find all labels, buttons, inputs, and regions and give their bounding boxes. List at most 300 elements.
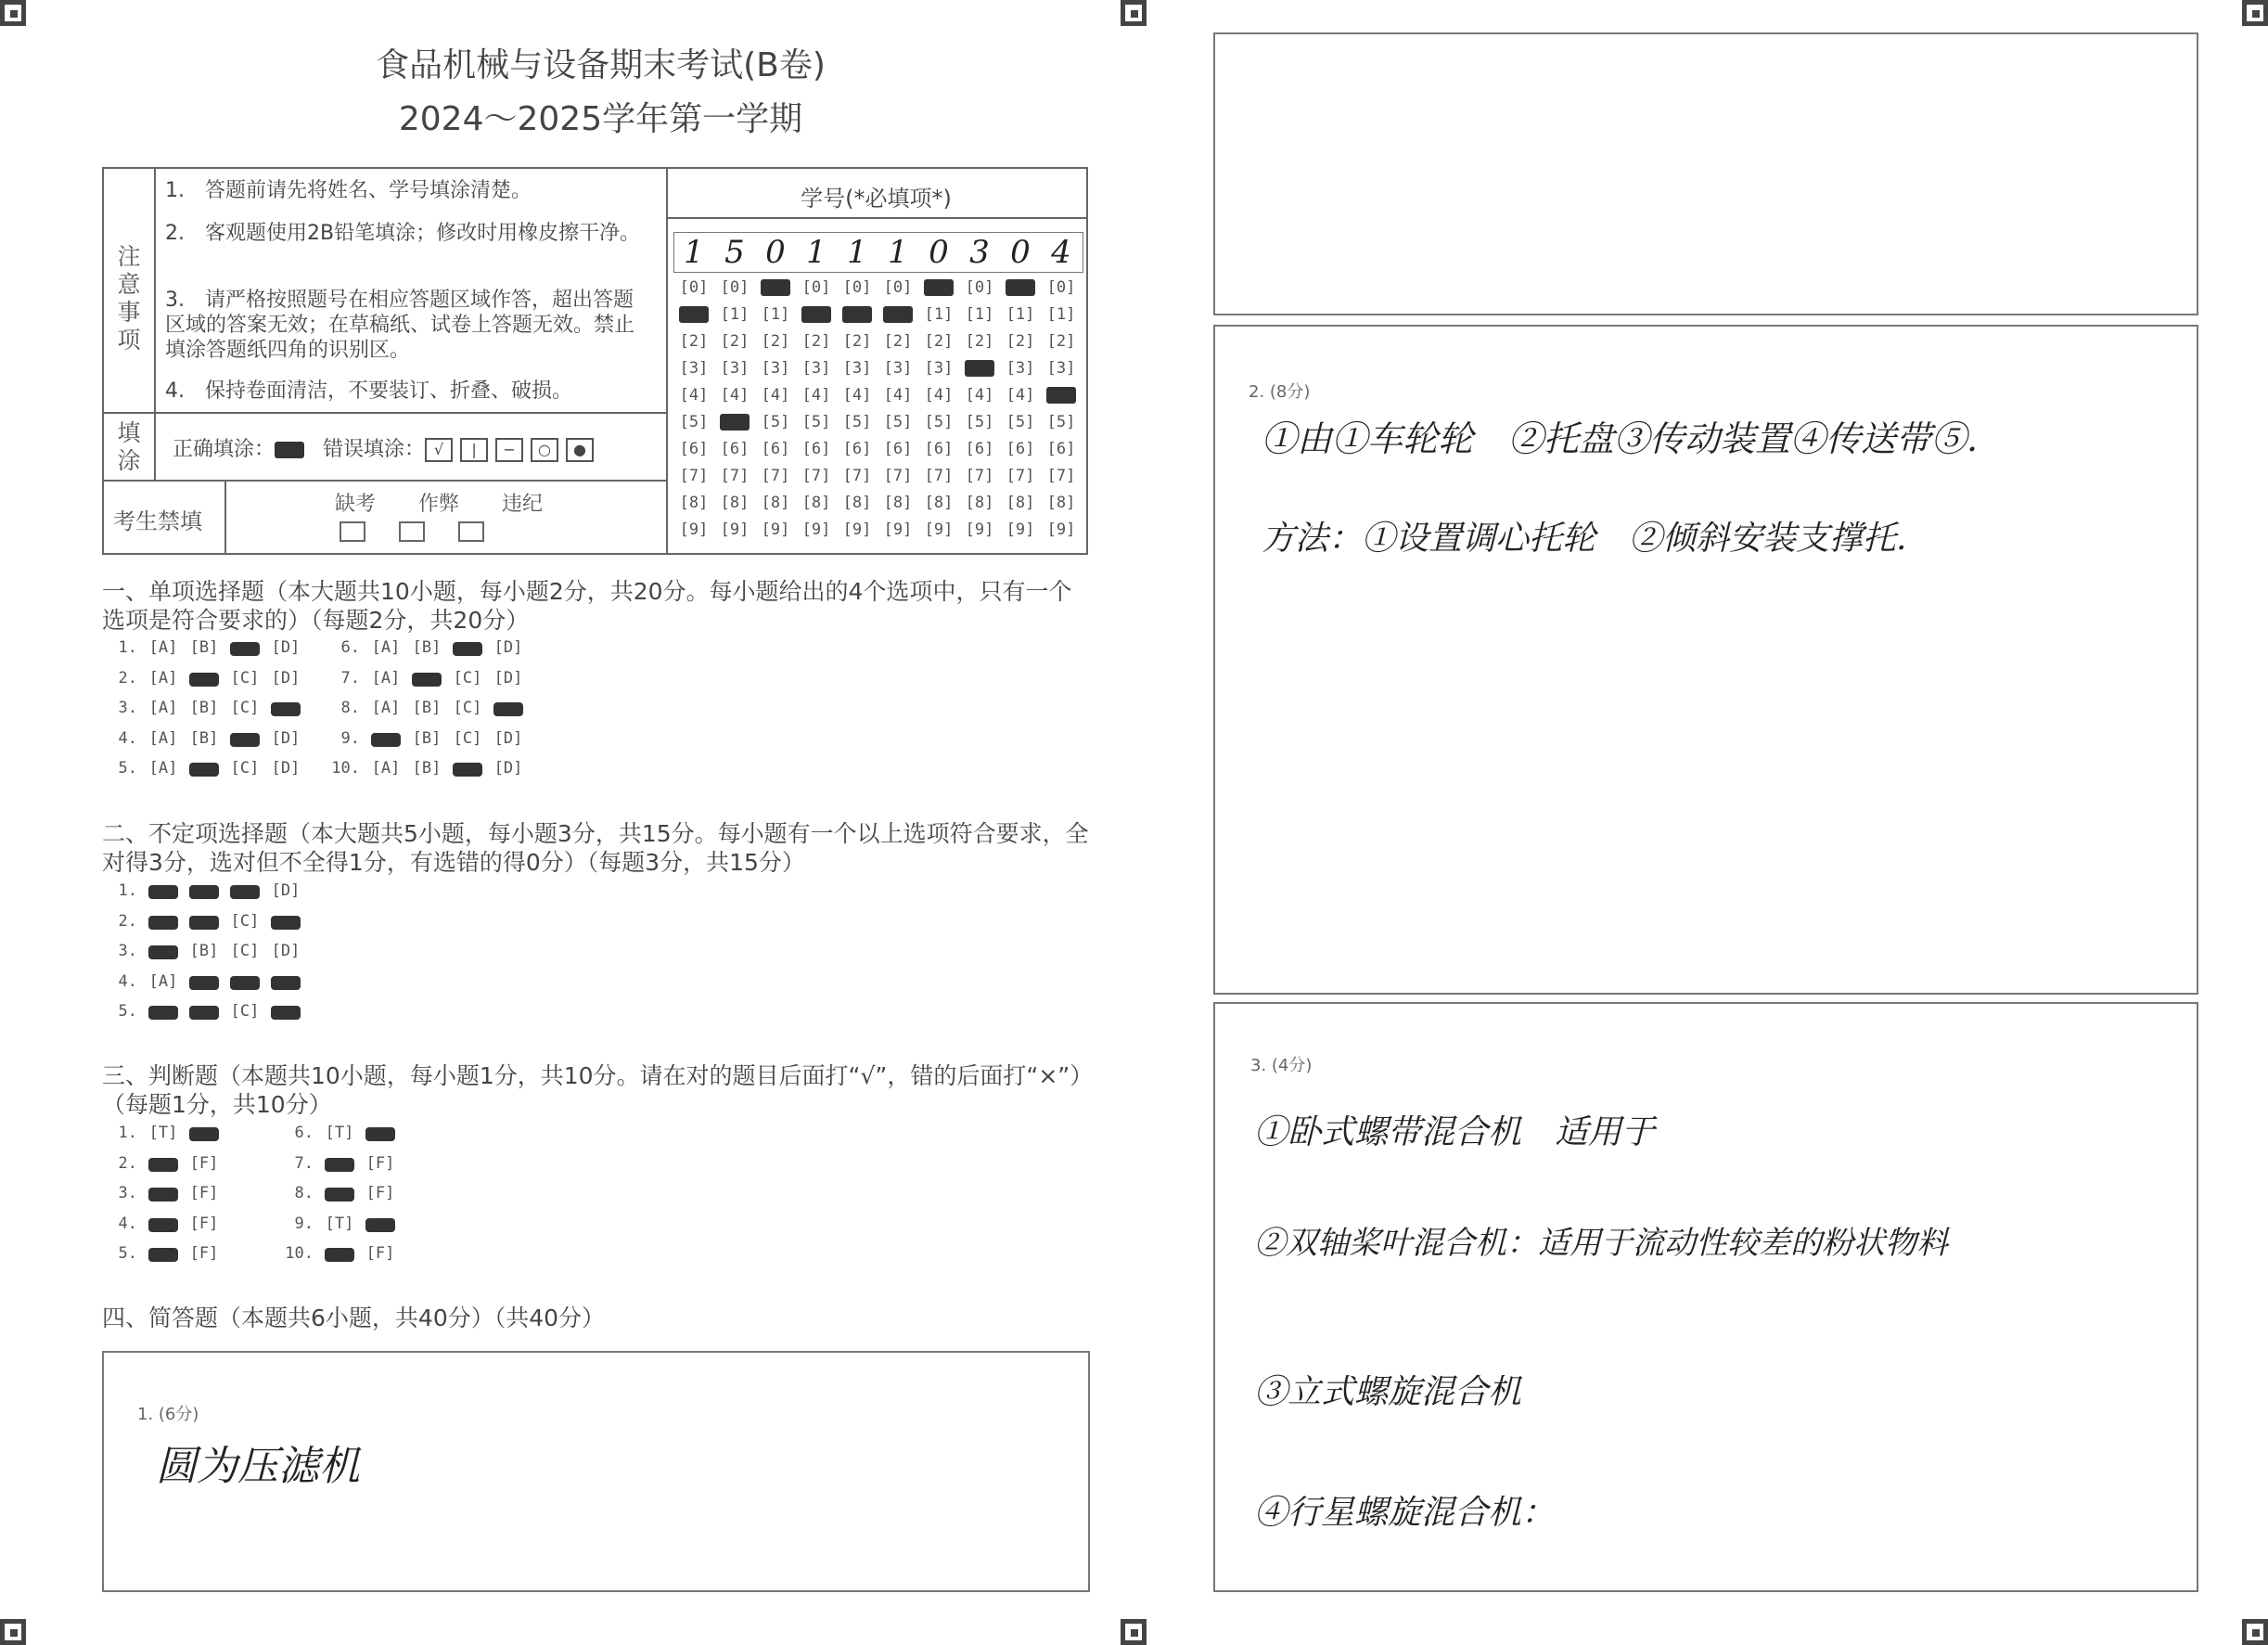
violation-label: 违纪	[501, 493, 543, 516]
question-number: 9.	[294, 1214, 314, 1233]
question-number: 6.	[294, 1124, 314, 1142]
option-bubble-filled[interactable]	[360, 1124, 401, 1142]
single-choice-row	[325, 699, 529, 717]
student-id-bubble[interactable]: [1]	[1006, 305, 1035, 324]
true-false-row	[278, 1184, 401, 1202]
corner-marker	[1121, 0, 1147, 26]
q1-label: 1. (6分)	[137, 1405, 199, 1424]
student-id-bubble[interactable]: [4]	[801, 386, 831, 405]
section1-heading: 一、单项选择题（本大题共10小题，每小题2分，共20分。每小题给出的4个选项中，只有一个选项是符合要求的）（每题2分，共20分）	[102, 578, 1072, 634]
notice-item-2: 2. 客观题使用2B铅笔填涂；修改时用橡皮擦干净。	[165, 222, 641, 245]
student-id-bubble-filled[interactable]	[714, 413, 755, 431]
student-id-bubble[interactable]: [5]	[801, 413, 831, 431]
student-id-bubble[interactable]: [4]	[720, 386, 750, 405]
student-id-bubble[interactable]: [0]	[801, 278, 831, 297]
corner-marker	[0, 1619, 26, 1645]
true-false-row	[102, 1154, 224, 1173]
student-id-bubble[interactable]: [2]	[883, 332, 913, 351]
option-bubble-filled[interactable]	[365, 729, 406, 748]
student-id-bubble[interactable]: [3]	[842, 359, 872, 378]
student-id-bubble[interactable]: [5]	[883, 413, 913, 431]
filled-mark	[761, 279, 790, 296]
student-id-bubble[interactable]: [2]	[1046, 332, 1076, 351]
option-bubble[interactable]: [B]	[189, 942, 219, 960]
option-bubble[interactable]: [B]	[412, 759, 442, 778]
option-bubble-filled[interactable]	[224, 729, 265, 748]
q1-handwritten-answer: 圆为压滤机	[156, 1443, 360, 1490]
single-choice-row	[325, 638, 529, 657]
option-bubble-filled[interactable]	[224, 972, 265, 991]
student-id-bubble[interactable]: [3]	[801, 359, 831, 378]
student-id-bubble-filled[interactable]	[837, 305, 878, 324]
option-bubble-filled[interactable]	[143, 942, 184, 960]
option-bubble[interactable]: [B]	[412, 638, 442, 657]
student-id-bubble[interactable]: [8]	[842, 494, 872, 512]
option-bubble[interactable]: [C]	[453, 668, 482, 688]
question-number: 5.	[118, 759, 137, 778]
correct-fill-label: 正确填涂：	[173, 438, 275, 461]
single-choice-row	[102, 729, 306, 748]
single-choice-row	[102, 699, 306, 717]
option-bubble[interactable]: [C]	[230, 759, 260, 778]
wrong-mark: √	[425, 438, 453, 462]
student-id-bubble[interactable]: [8]	[720, 494, 750, 512]
student-id-bubble[interactable]: [9]	[1046, 520, 1076, 539]
student-id-digit: 1	[806, 234, 826, 271]
student-id-bubble[interactable]: [9]	[842, 520, 872, 539]
student-id-bubble[interactable]: [3]	[1006, 359, 1035, 378]
absent-label: 缺考	[334, 493, 376, 516]
question-number: 3.	[118, 942, 137, 960]
student-id-bubble[interactable]: [8]	[924, 494, 954, 512]
option-bubble[interactable]: [F]	[189, 1184, 219, 1202]
q2-handwritten-line2: 方法：①设置调心托轮 ②倾斜安装支撑托.	[1262, 520, 1907, 558]
student-id-bubble[interactable]: [1]	[720, 305, 750, 324]
question-number: 2.	[118, 1153, 137, 1173]
question-number: 3.	[118, 1184, 137, 1202]
student-id-bubble[interactable]: [3]	[679, 359, 709, 378]
student-id-bubble-filled[interactable]	[673, 305, 714, 324]
option-bubble[interactable]: [D]	[271, 668, 301, 688]
option-bubble[interactable]: [C]	[453, 728, 482, 748]
student-id-bubble[interactable]: [5]	[924, 413, 954, 431]
student-id-digit: 1	[888, 234, 908, 271]
true-false-row	[102, 1124, 224, 1142]
option-bubble-filled[interactable]	[360, 1214, 401, 1233]
true-false-row	[278, 1214, 401, 1233]
filled-mark	[883, 306, 913, 323]
option-bubble-filled[interactable]	[265, 699, 306, 717]
forbidden-items	[314, 488, 564, 517]
student-id-bubble[interactable]: [6]	[924, 440, 954, 458]
multi-choice-row	[102, 881, 306, 900]
student-id-bubble[interactable]: [6]	[761, 440, 790, 458]
student-id-bubble-filled[interactable]	[959, 359, 1000, 378]
student-id-bubble[interactable]: [0]	[965, 278, 994, 297]
question-number: 8.	[340, 699, 360, 717]
option-bubble[interactable]: [B]	[412, 728, 442, 748]
student-id-bubble[interactable]: [7]	[842, 467, 872, 485]
student-id-bubble[interactable]: [3]	[883, 359, 913, 378]
question-number: 5.	[118, 1002, 137, 1021]
correct-fill-mark	[275, 442, 304, 458]
option-bubble[interactable]: [D]	[493, 759, 523, 778]
student-id-bubble[interactable]: [9]	[801, 520, 831, 539]
question-number: 1.	[118, 638, 137, 657]
question-number: 6.	[340, 638, 360, 657]
student-id-bubble[interactable]: [6]	[801, 440, 831, 458]
notice-item-1: 1. 答题前请先将姓名、学号填涂清楚。	[165, 179, 532, 202]
question-number: 4.	[118, 728, 137, 748]
option-bubble[interactable]: [C]	[453, 699, 482, 717]
option-bubble[interactable]: [D]	[271, 942, 301, 960]
option-bubble[interactable]: [T]	[148, 1124, 178, 1142]
option-bubble[interactable]: [A]	[148, 971, 178, 991]
filled-mark	[1006, 279, 1035, 296]
student-id-bubble[interactable]: [0]	[720, 278, 750, 297]
true-false-row	[278, 1154, 401, 1173]
info-table	[102, 167, 1088, 555]
option-bubble[interactable]: [C]	[230, 668, 260, 688]
option-bubble-filled[interactable]	[184, 972, 224, 991]
student-id-bubble[interactable]: [5]	[679, 413, 709, 431]
option-bubble[interactable]: [A]	[371, 638, 401, 657]
notice-item-4: 4. 保持卷面清洁，不要装订、折叠、破损。	[165, 379, 572, 403]
student-id-bubble[interactable]: [6]	[1006, 440, 1035, 458]
student-id-bubble[interactable]: [7]	[1006, 467, 1035, 485]
student-id-bubble[interactable]: [9]	[761, 520, 790, 539]
option-bubble[interactable]: [B]	[189, 728, 219, 748]
student-id-bubble[interactable]: [5]	[965, 413, 994, 431]
option-bubble[interactable]: [F]	[189, 1244, 219, 1263]
option-bubble[interactable]: [A]	[148, 728, 178, 748]
option-bubble[interactable]: [T]	[325, 1214, 354, 1233]
corner-marker	[1121, 1619, 1147, 1645]
student-id-digit: 0	[1010, 234, 1031, 271]
option-bubble[interactable]: [B]	[189, 638, 219, 657]
student-id-bubble[interactable]: [7]	[801, 467, 831, 485]
student-id-bubble[interactable]: [5]	[842, 413, 872, 431]
option-bubble[interactable]: [D]	[271, 759, 301, 778]
student-id-bubble[interactable]: [1]	[761, 305, 790, 324]
option-bubble-filled[interactable]	[143, 1184, 184, 1202]
student-id-digit: 0	[765, 234, 786, 271]
answer-box-continuation[interactable]	[1213, 32, 2198, 315]
student-id-bubble[interactable]: [1]	[965, 305, 994, 324]
section3-heading: 三、判断题（本题共10小题，每小题1分，共10分。请在对的题目后面打“√”，错的后面打“×”）（每题1分，共10分）	[102, 1062, 1094, 1118]
student-id-bubble-filled[interactable]	[755, 278, 796, 297]
student-id-bubble[interactable]: [8]	[1006, 494, 1035, 512]
option-bubble[interactable]: [A]	[371, 668, 401, 688]
forbidden-label: 考生禁填	[113, 508, 202, 534]
student-id-bubble[interactable]: [0]	[842, 278, 872, 297]
true-false-row	[102, 1184, 224, 1202]
fill-label: 填涂	[117, 419, 141, 474]
student-id-bubble[interactable]: [0]	[1046, 278, 1076, 297]
student-id-bubble[interactable]: [6]	[1046, 440, 1076, 458]
student-id-bubble[interactable]: [8]	[761, 494, 790, 512]
student-id-bubble-filled[interactable]	[1000, 278, 1041, 297]
question-number: 10.	[285, 1244, 314, 1263]
option-bubble[interactable]: [D]	[271, 881, 301, 900]
question-number: 4.	[118, 1214, 137, 1233]
option-bubble-filled[interactable]	[143, 1154, 184, 1173]
q2-label: 2. (8分)	[1249, 382, 1311, 402]
option-bubble[interactable]: [B]	[189, 699, 219, 717]
option-bubble[interactable]: [F]	[365, 1153, 395, 1173]
corner-marker	[2242, 0, 2268, 26]
option-bubble-filled[interactable]	[184, 1002, 224, 1021]
student-id-bubble[interactable]: [7]	[761, 467, 790, 485]
student-id-bubble[interactable]: [2]	[720, 332, 750, 351]
option-bubble-filled[interactable]	[143, 1244, 184, 1263]
student-id-bubble[interactable]: [8]	[679, 494, 709, 512]
student-id-bubble[interactable]: [4]	[1006, 386, 1035, 405]
option-bubble-filled[interactable]	[319, 1244, 360, 1263]
student-id-bubble[interactable]: [9]	[679, 520, 709, 539]
student-id-bubble[interactable]: [7]	[965, 467, 994, 485]
option-bubble-filled[interactable]	[224, 881, 265, 900]
filled-mark	[1046, 387, 1076, 404]
cheat-checkbox[interactable]	[399, 521, 425, 542]
multi-choice-row	[102, 1002, 306, 1021]
question-number: 9.	[340, 728, 360, 748]
student-id-bubble[interactable]: [4]	[842, 386, 872, 405]
student-id-bubble[interactable]: [2]	[679, 332, 709, 351]
q3-handwritten-line4: ④行星螺旋混合机：	[1254, 1494, 1556, 1532]
student-id-bubble[interactable]: [2]	[761, 332, 790, 351]
true-false-row	[102, 1244, 224, 1263]
student-id-bubble[interactable]: [3]	[761, 359, 790, 378]
student-id-bubble[interactable]: [7]	[883, 467, 913, 485]
single-choice-row	[102, 669, 306, 688]
option-bubble[interactable]: [D]	[493, 728, 523, 748]
student-id-bubble[interactable]: [4]	[883, 386, 913, 405]
true-false-row	[278, 1244, 401, 1263]
option-bubble-filled[interactable]	[319, 1154, 360, 1173]
multi-choice-row	[102, 942, 306, 960]
cheat-label: 作弊	[417, 493, 459, 516]
student-id-bubble[interactable]: [7]	[924, 467, 954, 485]
student-id-bubble[interactable]: [5]	[1006, 413, 1035, 431]
student-id-bubble-filled[interactable]	[918, 278, 959, 297]
option-bubble[interactable]: [T]	[325, 1124, 354, 1142]
option-bubble-filled[interactable]	[265, 972, 306, 991]
filled-mark	[965, 360, 994, 377]
student-id-bubble[interactable]: [4]	[924, 386, 954, 405]
option-bubble-filled[interactable]	[447, 759, 488, 778]
question-number: 7.	[340, 668, 360, 688]
student-id-bubble[interactable]: [6]	[842, 440, 872, 458]
option-bubble[interactable]: [F]	[365, 1184, 395, 1202]
option-bubble[interactable]: [C]	[230, 911, 260, 931]
student-id-bubble[interactable]: [6]	[720, 440, 750, 458]
student-id-label: 学号(*必填项*)	[801, 186, 952, 212]
filled-mark	[924, 279, 954, 296]
option-bubble[interactable]: [D]	[493, 638, 523, 657]
option-bubble[interactable]: [C]	[230, 699, 260, 717]
student-id-digit: 3	[969, 234, 990, 271]
single-choice-row	[102, 638, 306, 657]
option-bubble[interactable]: [D]	[493, 668, 523, 688]
student-id-bubble[interactable]: [3]	[720, 359, 750, 378]
student-id-bubble[interactable]: [6]	[965, 440, 994, 458]
section2-heading: 二、不定项选择题（本大题共5小题，每小题3分，共15分。每小题有一个以上选项符合要求，全对得3分，选对但不全得1分，有选错的得0分）（每题3分，共15分）	[102, 820, 1089, 876]
option-bubble-filled[interactable]	[143, 881, 184, 900]
student-id-bubble[interactable]: [8]	[1046, 494, 1076, 512]
student-id-bubble[interactable]: [2]	[842, 332, 872, 351]
option-bubble-filled[interactable]	[184, 881, 224, 900]
student-id-bubble[interactable]: [5]	[1046, 413, 1076, 431]
option-bubble[interactable]: [A]	[371, 759, 401, 778]
student-id-bubble[interactable]: [2]	[801, 332, 831, 351]
option-bubble[interactable]: [A]	[148, 699, 178, 717]
wrong-fill-label: 错误填涂：	[323, 438, 426, 461]
student-id-bubble[interactable]: [2]	[1006, 332, 1035, 351]
question-number: 3.	[118, 699, 137, 717]
filled-mark	[801, 306, 831, 323]
student-id-bubble[interactable]: [0]	[679, 278, 709, 297]
corner-marker	[2242, 1619, 2268, 1645]
wrong-mark: ●	[566, 438, 594, 462]
student-id-bubble[interactable]: [4]	[761, 386, 790, 405]
student-id-digit: 4	[1051, 234, 1071, 271]
student-id-bubble[interactable]: [1]	[924, 305, 954, 324]
question-number: 2.	[118, 668, 137, 688]
student-id-bubble[interactable]: [2]	[924, 332, 954, 351]
student-id-bubble-filled[interactable]	[1041, 386, 1082, 405]
question-number: 1.	[118, 1124, 137, 1142]
option-bubble[interactable]: [F]	[189, 1153, 219, 1173]
student-id-bubble[interactable]: [6]	[883, 440, 913, 458]
question-number: 10.	[331, 759, 360, 778]
option-bubble[interactable]: [F]	[365, 1244, 395, 1263]
single-choice-row	[325, 729, 529, 748]
option-bubble[interactable]: [C]	[230, 1002, 260, 1021]
student-id-digit: 1	[847, 234, 867, 271]
student-id-bubble[interactable]: [4]	[965, 386, 994, 405]
fill-example	[173, 433, 601, 462]
option-bubble-filled[interactable]	[265, 912, 306, 931]
option-bubble-filled[interactable]	[488, 699, 529, 717]
option-bubble-filled[interactable]	[224, 638, 265, 657]
student-id-bubble[interactable]: [9]	[1006, 520, 1035, 539]
violation-checkbox[interactable]	[458, 521, 484, 542]
q3-handwritten-line2: ②双轴桨叶混合机：适用于流动性较差的粉状物料	[1254, 1225, 1948, 1262]
exam-title: 食品机械与设备期末考试(B卷)	[376, 46, 826, 84]
single-choice-row	[325, 669, 529, 688]
student-id-bubble[interactable]: [8]	[965, 494, 994, 512]
q3-handwritten-line1: ①卧式螺带混合机 适用于	[1254, 1113, 1656, 1151]
question-number: 8.	[294, 1184, 314, 1202]
student-id-bubble[interactable]: [0]	[883, 278, 913, 297]
student-id-bubble[interactable]: [1]	[1046, 305, 1076, 324]
student-id-bubble[interactable]: [7]	[679, 467, 709, 485]
option-bubble-filled[interactable]	[143, 1214, 184, 1233]
option-bubble-filled[interactable]	[319, 1184, 360, 1202]
option-bubble-filled[interactable]	[184, 1124, 224, 1142]
wrong-mark: ○	[531, 438, 558, 462]
answer-box-q2[interactable]	[1213, 325, 2198, 995]
notice-item-3: 3. 请严格按照题号在相应答题区域作答，超出答题区域的答案无效；在草稿纸、试卷上答题无效。禁止填涂答题纸四角的识别区。	[165, 289, 635, 362]
option-bubble-filled[interactable]	[143, 912, 184, 931]
question-number: 5.	[118, 1244, 137, 1263]
q2-handwritten-line1: ①由①车轮轮 ②托盘③传动装置④传送带⑤.	[1262, 418, 1979, 459]
true-false-row	[102, 1214, 224, 1233]
option-bubble[interactable]: [F]	[189, 1214, 219, 1233]
filled-mark	[720, 414, 750, 431]
student-id-digit: 5	[724, 234, 745, 271]
student-id-bubble[interactable]: [3]	[1046, 359, 1076, 378]
option-bubble-filled[interactable]	[143, 1002, 184, 1021]
student-id-bubble[interactable]: [5]	[761, 413, 790, 431]
option-bubble-filled[interactable]	[447, 638, 488, 657]
student-id-bubble[interactable]: [3]	[924, 359, 954, 378]
option-bubble[interactable]: [A]	[148, 759, 178, 778]
option-bubble-filled[interactable]	[184, 912, 224, 931]
corner-marker	[0, 0, 26, 26]
student-id-bubble[interactable]: [8]	[801, 494, 831, 512]
option-bubble-filled[interactable]	[184, 759, 224, 778]
option-bubble-filled[interactable]	[184, 669, 224, 688]
student-id-bubble[interactable]: [9]	[924, 520, 954, 539]
multi-choice-row	[102, 972, 306, 991]
true-false-row	[278, 1124, 401, 1142]
student-id-bubble-filled[interactable]	[796, 305, 837, 324]
student-id-bubble[interactable]: [7]	[720, 467, 750, 485]
student-id-bubble[interactable]: [9]	[720, 520, 750, 539]
option-bubble[interactable]: [B]	[412, 699, 442, 717]
notice-label: 注意事项	[117, 243, 141, 353]
option-bubble-filled[interactable]	[406, 669, 447, 688]
student-id-digit: 1	[684, 234, 704, 271]
absent-checkbox[interactable]	[340, 521, 365, 542]
option-bubble-filled[interactable]	[265, 1002, 306, 1021]
student-id-bubble[interactable]: [6]	[679, 440, 709, 458]
question-number: 2.	[118, 911, 137, 931]
option-bubble[interactable]: [D]	[271, 728, 301, 748]
q3-label: 3. (4分)	[1250, 1056, 1313, 1075]
question-number: 7.	[294, 1153, 314, 1173]
wrong-mark: −	[495, 438, 523, 462]
student-id-bubble-filled[interactable]	[878, 305, 918, 324]
option-bubble[interactable]: [C]	[230, 942, 260, 960]
section4-heading: 四、简答题（本题共6小题，共40分）（共40分）	[102, 1304, 606, 1331]
answer-box-q3[interactable]	[1213, 1002, 2198, 1592]
single-choice-row	[102, 759, 306, 778]
student-id-bubble[interactable]: [8]	[883, 494, 913, 512]
question-number: 4.	[118, 971, 137, 991]
student-id-bubble[interactable]: [9]	[883, 520, 913, 539]
filled-mark	[842, 306, 872, 323]
student-id-bubble[interactable]: [9]	[965, 520, 994, 539]
student-id-bubble[interactable]: [7]	[1046, 467, 1076, 485]
exam-term: 2024～2025学年第一学期	[398, 100, 803, 138]
student-id-bubble[interactable]: [2]	[965, 332, 994, 351]
filled-mark	[679, 306, 709, 323]
question-number: 1.	[118, 881, 137, 900]
q3-handwritten-line3: ③立式螺旋混合机	[1254, 1373, 1522, 1411]
wrong-mark: |	[460, 438, 488, 462]
option-bubble[interactable]: [A]	[148, 638, 178, 657]
answer-box-q1[interactable]	[102, 1351, 1090, 1592]
option-bubble[interactable]: [A]	[148, 668, 178, 688]
option-bubble[interactable]: [A]	[371, 699, 401, 717]
student-id-bubble[interactable]: [4]	[679, 386, 709, 405]
student-id-digit: 0	[929, 234, 949, 271]
option-bubble[interactable]: [D]	[271, 638, 301, 657]
forbidden-checkboxes	[323, 521, 501, 546]
